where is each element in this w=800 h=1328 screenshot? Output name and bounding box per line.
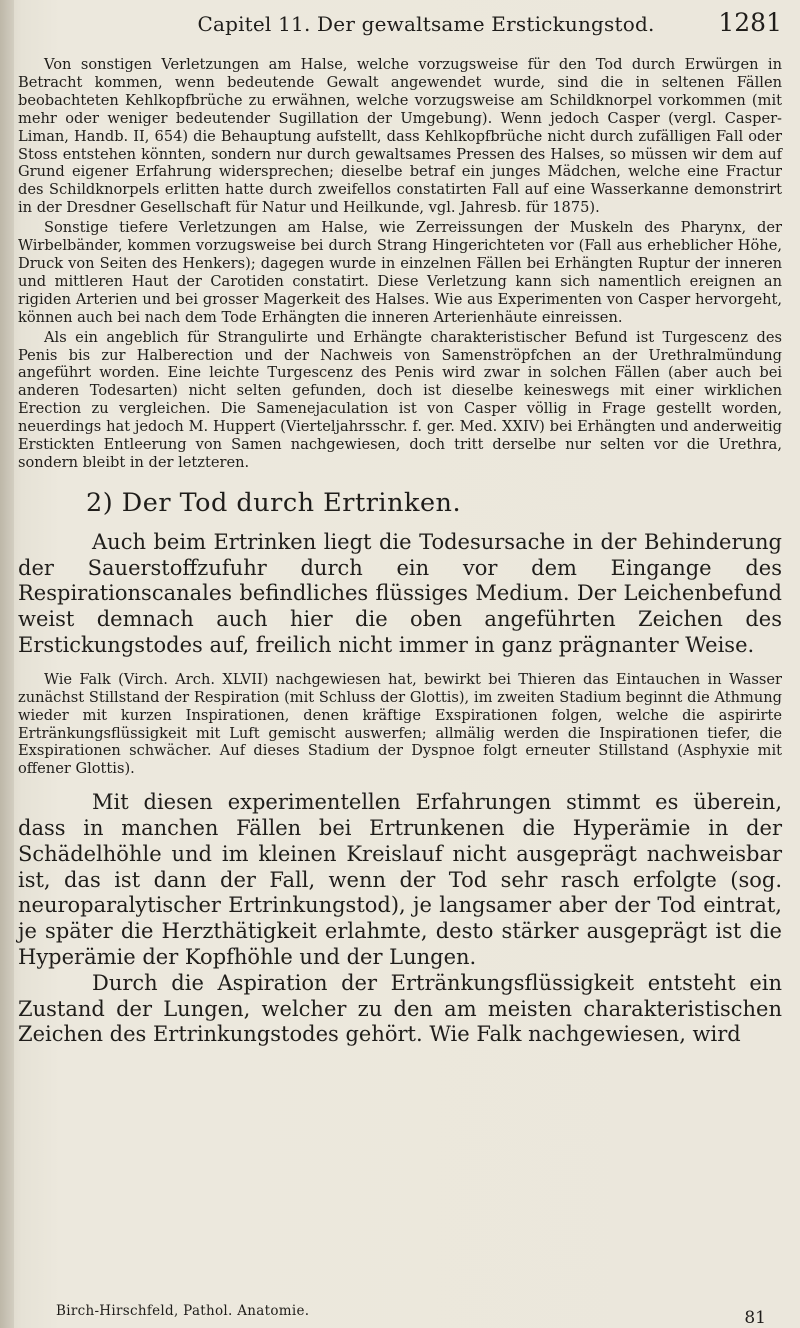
paragraph-aspiration: Durch die Aspiration der Ertränkungsflüssigkeit entsteht ein Zustand der Lungen, welcher zu den am meisten charakteristischen Zeichen des Ertrinkungstodes gehört. Wie Falk nachgewiesen, wird [18, 970, 782, 1047]
drowning-intro [18, 530, 782, 659]
page-binding-edge [0, 0, 14, 1328]
book-source-line: Birch-Hirschfeld, Pathol. Anatomie. [56, 1303, 310, 1319]
paragraph-falk-experiments: Wie Falk (Virch. Arch. XLVII) nachgewiesen hat, bewirkt bei Thieren das Eintauchen in Wasser zunächst Stillstand der Respiration (mit Schluss der Glottis), im zweiten Stadium beginnt die Athmung wieder mit kurzen Inspirationen, denen kräftige Exspirationen folgen, welche die aspirirte Ertränkungsflüssigkeit mit Luft gemischt auswerfen; allmälig werden die Inspirationen tiefer, die Exspirationen schwächer. Auf dieses Stadium der Dyspnoe folgt erneuter Stillstand (Asphyxie mit offener Glottis). [18, 670, 782, 778]
paragraph-deeper-injuries: Sonstige tiefere Verletzungen am Halse, wie Zerreissungen der Muskeln des Pharynx, der Wirbelbänder, kommen vorzugsweise bei durch Strang Hingerichteten vor (Fall aus erheblicher Höhe, Druck von Seiten des Henkers); dagegen wurde in einzelnen Fällen bei Erhängten Ruptur der inneren und mittleren Haut der Carotiden constatirt. Diese Verletzung kann sich namentlich ereignen an rigiden Arterien und bei grosser Magerkeit des Halses. Wie aus Experimenten von Casper hervorgeht, können auch bei nach dem Tode Erhängten die inneren Arterienhäute einreissen. [18, 219, 782, 326]
chapter-title: Capitel 11. Der gewaltsame Erstickungstod. [197, 12, 655, 36]
page-footer [56, 1303, 766, 1327]
paragraph-turgescence: Als ein angeblich für Strangulirte und Erhängte charakteristischer Befund ist Turgescenz des Penis bis zur Halberection und der Nachweis von Samenströpfchen an der Urethralmündung angeführt worden. Eine leichte Turgescenz des Penis wird zwar in solchen Fällen (aber auch bei anderen Todesarten) nicht selten gefunden, doch ist dieselbe keineswegs mit einer wirklichen Erection zu vergleichen. Die Samenejaculation ist von Casper völlig in Frage gestellt worden, neuerdings hat jedoch M. Huppert (Vierteljahrsschr. f. ger. Med. XXIV) bei Erhängten und anderweitig Erstickten Entleerung von Samen nachgewiesen, doch tritt derselbe nur selten vor die Urethra, sondern bleibt in der letzteren. [18, 328, 782, 471]
signature-mark: 81 [744, 1308, 766, 1328]
page-body [18, 56, 782, 1048]
page-number: 1281 [718, 8, 782, 37]
paragraph-drowning-cause: Auch beim Ertrinken liegt die Todesursache in der Behinderung der Sauerstoffzufuhr durch ein vor dem Eingange des Respirationscanales befindliches flüssiges Medium. Der Leichenbefund weist demnach auch hier die oben angeführten Zeichen des Erstickungstodes auf, freilich nicht immer in ganz prägnanter Weise. [18, 529, 782, 658]
section-injuries-neck [18, 56, 782, 472]
drowning-findings [18, 790, 782, 1048]
running-header [70, 6, 782, 46]
paragraph-hyperaemia: Mit diesen experimentellen Erfahrungen stimmt es überein, dass in manchen Fällen bei Ertrunkenen die Hyperämie in der Schädelhöhle und im kleinen Kreislauf nicht ausgeprägt nachweisbar ist, das ist dann der Fall, wenn der Tod sehr rasch erfolgte (sog. neuroparalytischer Ertrinkungstod), je langsamer aber der Tod eintrat, je später die Herzthätigkeit erlahmte, desto stärker ausgeprägt ist die Hyperämie der Kopfhöhle und der Lungen. [18, 790, 782, 970]
drowning-experiments [18, 671, 782, 778]
paragraph-larynx-fractures: Von sonstigen Verletzungen am Halse, welche vorzugsweise für den Tod durch Erwürgen in Betracht kommen, wenn bedeutende Gewalt angewendet wurde, sind die in seltenen Fällen beobachteten Kehlkopfbrüche zu erwähnen, welche vorzugsweise am Schildknorpel vorkommen (mit mehr oder weniger bedeutender Sugillation der Umgebung). Wenn jedoch Casper (vergl. Casper-Liman, Handb. II, 654) die Behauptung aufstellt, dass Kehlkopfbrüche nicht durch zufälligen Fall oder Stoss entstehen könnten, sondern nur durch gewaltsames Pressen des Halses, so müssen wir dem auf Grund eigener Erfahrung widersprechen; dieselbe betraf ein junges Mädchen, welche eine Fractur des Schildknorpels erlitten hatte durch zweifellos constatirten Fall auf eine Wasserkanne demonstrirt in der Dresdner Gesellschaft für Natur und Heilkunde, vgl. Jahresb. für 1875). [18, 56, 782, 217]
section-heading-drowning: 2) Der Tod durch Ertrinken. [86, 487, 462, 518]
